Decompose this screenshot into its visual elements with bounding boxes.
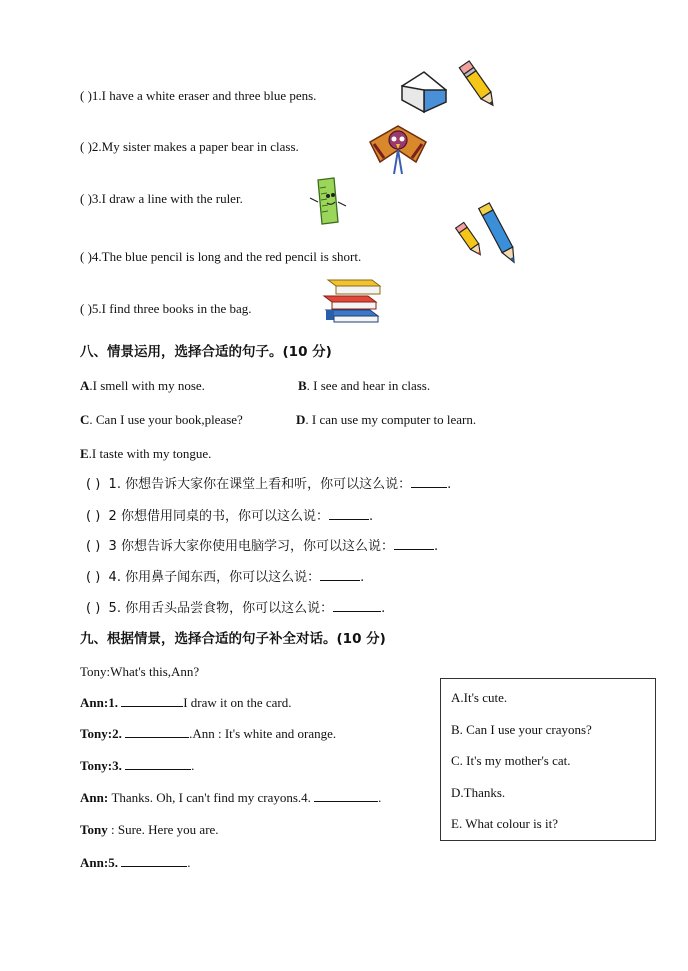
speaker-sep: : bbox=[103, 695, 109, 710]
option-letter: C bbox=[80, 412, 90, 427]
speaker: Ann bbox=[80, 695, 104, 710]
question-text: 5. 你用舌头品尝食物，你可以这么说： bbox=[108, 601, 334, 616]
dialogue-line-5 bbox=[80, 789, 381, 807]
option-letter: E bbox=[80, 446, 89, 461]
dialogue-end: . bbox=[187, 855, 191, 870]
speaker: Tony bbox=[80, 664, 107, 679]
question-text: 1. 你想告诉大家你在课堂上看和听，你可以这么说： bbox=[108, 477, 412, 492]
answer-paren[interactable]: ( ) bbox=[80, 88, 92, 103]
speaker: Tony bbox=[80, 822, 108, 837]
pencil-icon bbox=[455, 56, 501, 112]
answer-blank-3[interactable] bbox=[125, 757, 191, 770]
blank-number: 5. bbox=[108, 855, 122, 870]
dialogue-text: What's this,Ann? bbox=[110, 664, 200, 679]
answer-paren[interactable]: ( ) bbox=[86, 509, 101, 524]
blank-number: 2. bbox=[112, 726, 126, 741]
answer-paren[interactable]: ( ) bbox=[86, 477, 101, 492]
dialogue-text: . bbox=[191, 758, 195, 773]
answer-blank-4[interactable] bbox=[314, 789, 378, 802]
answer-paren[interactable]: ( ) bbox=[80, 139, 92, 154]
option-d bbox=[296, 411, 476, 429]
answer-paren[interactable]: ( ) bbox=[86, 539, 101, 554]
question-3: ( ) 3 你想告诉大家你使用电脑学习，你可以这么说： . bbox=[86, 539, 439, 554]
speaker-sep: : bbox=[106, 664, 111, 679]
box-option-e: E. What colour is it? bbox=[451, 816, 558, 831]
option-b bbox=[298, 377, 430, 395]
option-text: .I smell with my nose. bbox=[89, 378, 205, 393]
speaker: Ann bbox=[80, 855, 104, 870]
options-box bbox=[440, 678, 656, 841]
item-2 bbox=[80, 138, 299, 156]
speaker-sep: : bbox=[107, 726, 113, 741]
speaker-sep: : bbox=[107, 758, 113, 773]
blank-number: 1. bbox=[108, 695, 122, 710]
dialogue-text: I draw it on the card. bbox=[183, 695, 292, 710]
speaker-sep: : bbox=[103, 855, 109, 870]
eraser-icon bbox=[398, 68, 450, 114]
option-letter: A bbox=[80, 378, 90, 393]
option-text: . Can I use your book,please? bbox=[89, 412, 243, 427]
item-text: 3.I draw a line with the ruler. bbox=[91, 191, 243, 206]
ruler-icon bbox=[304, 176, 350, 226]
box-option-a: A.It's cute. bbox=[451, 690, 508, 705]
dialogue-line-1 bbox=[80, 663, 199, 681]
section-9-heading: 九、根据情景，选择合适的句子补全对话。(10 分) bbox=[80, 631, 386, 647]
option-e bbox=[80, 445, 211, 463]
option-text: . I see and hear in class. bbox=[306, 378, 431, 393]
option-c bbox=[80, 411, 243, 429]
option-text: .I taste with my tongue. bbox=[88, 446, 212, 461]
answer-paren[interactable]: ( ) bbox=[80, 301, 92, 316]
speaker-sep: : bbox=[107, 822, 115, 837]
long-blue-pencil-icon bbox=[474, 200, 524, 268]
item-text: 4.The blue pencil is long and the red pencil is short. bbox=[91, 249, 362, 264]
dialogue-line-2 bbox=[80, 694, 292, 712]
answer-paren[interactable]: ( ) bbox=[80, 191, 92, 206]
question-1: ( ) 1. 你想告诉大家你在课堂上看和听，你可以这么说： . bbox=[86, 477, 452, 492]
item-4 bbox=[80, 248, 361, 266]
dialogue-text: .Ann : It's white and orange. bbox=[189, 726, 337, 741]
books-icon bbox=[320, 274, 384, 326]
dialogue-text: Thanks. Oh, I can't find my crayons.4. bbox=[111, 790, 315, 805]
question-5: ( ) 5. 你用舌头品尝食物，你可以这么说： . bbox=[86, 601, 386, 616]
answer-blank[interactable] bbox=[394, 537, 434, 550]
answer-blank-2[interactable] bbox=[125, 725, 189, 738]
speaker: Ann bbox=[80, 790, 104, 805]
speaker: Tony bbox=[80, 758, 108, 773]
item-5 bbox=[80, 300, 252, 318]
box-option-d: D.Thanks. bbox=[451, 785, 506, 800]
answer-blank[interactable] bbox=[411, 475, 447, 488]
blank-number: 3. bbox=[112, 758, 126, 773]
dialogue-line-3 bbox=[80, 725, 336, 743]
option-letter: B bbox=[298, 378, 307, 393]
dialogue-line-7 bbox=[80, 854, 190, 872]
kite-icon bbox=[366, 122, 430, 180]
item-1 bbox=[80, 87, 316, 105]
dialogue-line-4 bbox=[80, 757, 194, 775]
question-4: ( ) 4. 你用鼻子闻东西，你可以这么说： . bbox=[86, 570, 365, 585]
question-2: ( ) 2 你想借用同桌的书，你可以这么说： . bbox=[86, 509, 374, 524]
question-text: 3 你想告诉大家你使用电脑学习，你可以这么说： bbox=[108, 539, 394, 554]
item-text: 1.I have a white eraser and three blue pens. bbox=[91, 88, 317, 103]
answer-blank-5[interactable] bbox=[121, 854, 187, 867]
answer-blank-1[interactable] bbox=[121, 694, 183, 707]
option-text: . I can use my computer to learn. bbox=[305, 412, 477, 427]
answer-paren[interactable]: ( ) bbox=[86, 570, 101, 585]
section-8-heading: 八、情景运用，选择合适的句子。(10 分) bbox=[80, 344, 332, 360]
option-letter: D bbox=[296, 412, 306, 427]
dialogue-end: . bbox=[378, 790, 382, 805]
answer-blank[interactable] bbox=[333, 599, 381, 612]
answer-paren[interactable]: ( ) bbox=[80, 249, 92, 264]
item-text: 5.I find three books in the bag. bbox=[91, 301, 252, 316]
question-text: 2 你想借用同桌的书，你可以这么说： bbox=[108, 509, 329, 524]
dialogue-text: Sure. Here you are. bbox=[114, 822, 219, 837]
question-text: 4. 你用鼻子闻东西，你可以这么说： bbox=[108, 570, 321, 585]
box-option-b: B. Can I use your crayons? bbox=[451, 722, 592, 737]
answer-blank[interactable] bbox=[329, 507, 369, 520]
speaker: Tony bbox=[80, 726, 108, 741]
item-text: 2.My sister makes a paper bear in class. bbox=[91, 139, 299, 154]
dialogue-line-6 bbox=[80, 821, 219, 839]
option-a bbox=[80, 377, 205, 395]
answer-blank[interactable] bbox=[320, 568, 360, 581]
item-3 bbox=[80, 190, 243, 208]
answer-paren[interactable]: ( ) bbox=[86, 601, 101, 616]
box-option-c: C. It's my mother's cat. bbox=[451, 753, 571, 768]
speaker-sep: : bbox=[103, 790, 109, 805]
